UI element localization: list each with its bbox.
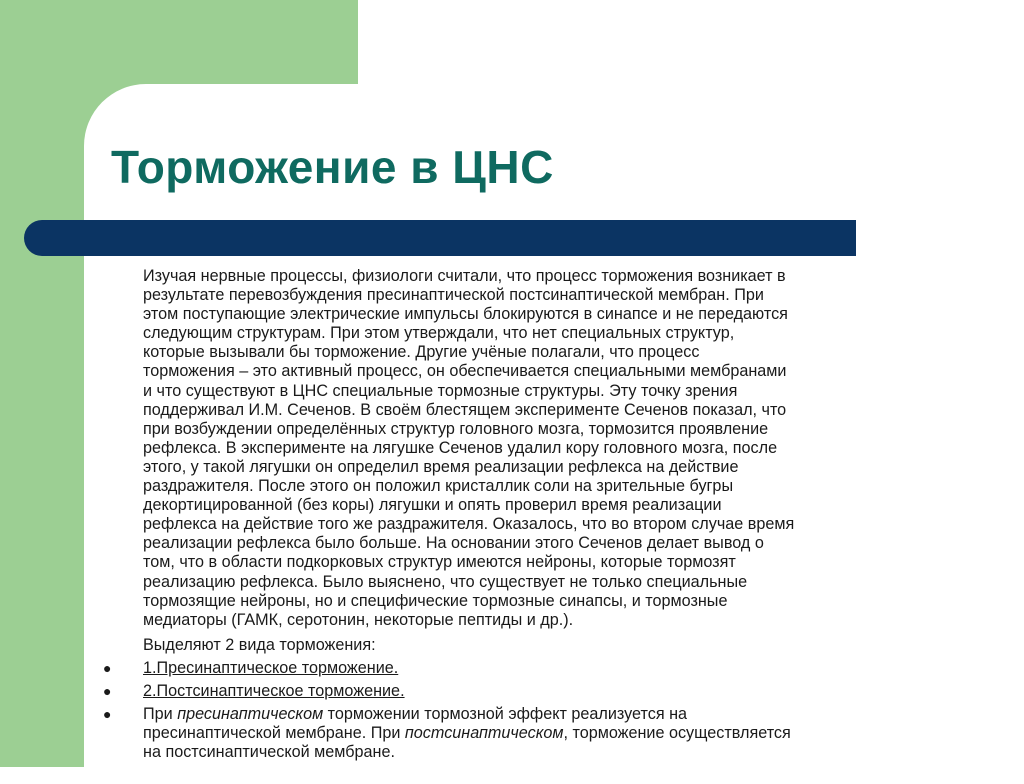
types-list — [103, 658, 958, 762]
text-run: , торможение осуществляется — [563, 724, 791, 743]
text-run: торможении тормозной эффект реализуется на — [323, 705, 688, 724]
paragraph-line: том, что в области подкорковых структур имеются нейроны, которые тормозят — [143, 553, 736, 572]
title-underline-bar — [24, 220, 856, 256]
list-item — [103, 681, 958, 701]
paragraph-line: поддерживал И.М. Сеченов. В своём блестящем эксперименте Сеченов показал, что — [143, 400, 787, 419]
italic-term: пресинаптическом — [177, 705, 324, 724]
paragraph-line: реализации рефлекса было больше. На основании этого Сеченов делает вывод о — [143, 534, 764, 553]
bullet-text: на постсинаптической мембране. — [143, 743, 395, 762]
slide-title: Торможение в ЦНС — [111, 141, 554, 193]
paragraph-line: рефлекса. В эксперименте на лягушке Сеченов удалил кору головного мозга, после — [143, 438, 778, 457]
presynaptic-link[interactable]: 1.Пресинаптическое торможение. — [143, 658, 399, 677]
paragraph-line: торможения – это активный процесс, он обеспечивается специальными мембранами — [143, 362, 787, 381]
paragraph-line: декортицированной (без коры) лягушки и опять проверил время реализации — [143, 496, 722, 515]
paragraph-line: результате перевозбуждения пресинаптической постсинаптической мембран. При — [143, 286, 764, 305]
types-intro: Выделяют 2 вида торможения: — [143, 635, 376, 654]
paragraph-line: реализацию рефлекса. Было выяснено, что существует не только специальные — [143, 572, 748, 591]
slide-body — [103, 267, 958, 762]
list-item — [103, 658, 958, 678]
postsynaptic-link[interactable]: 2.Постсинаптическое торможение. — [143, 681, 405, 700]
paragraph-line: рефлекса на действие того же раздражителя. Оказалось, что во втором случае время — [143, 515, 795, 534]
paragraph-line: которые вызывали бы торможение. Другие учёные полагали, что процесс — [143, 343, 700, 362]
text-run: При — [143, 705, 178, 724]
paragraph-line: этом поступающие электрические импульсы блокируются в синапсе и не передаются — [143, 305, 788, 324]
bullet-icon: ● — [103, 706, 112, 723]
paragraph-line: медиаторы (ГАМК, серотонин, некоторые пептиды и др.). — [143, 610, 574, 629]
paragraph-line: этого, у такой лягушки он определил время реализации рефлекса на действие — [143, 457, 739, 476]
paragraph-line: раздражителя. После этого он положил кристаллик соли на зрительные бугры — [143, 477, 734, 496]
paragraph-line: следующим структурам. При этом утверждали, что нет специальных структур, — [143, 324, 735, 343]
body-paragraph — [143, 267, 958, 630]
paragraph-line: при возбуждении определённых структур головного мозга, тормозится проявление — [143, 419, 769, 438]
text-run: пресинаптической мембране. При — [143, 724, 405, 743]
bullet-text — [143, 705, 958, 724]
bullet-icon: ● — [103, 659, 112, 676]
bullet-text — [143, 724, 958, 743]
paragraph-line: и что существуют в ЦНС специальные тормозные структуры. Эту точку зрения — [143, 381, 738, 400]
paragraph-line: Изучая нервные процессы, физиологи считали, что процесс торможения возникает в — [143, 267, 786, 285]
paragraph-line: тормозящие нейроны, но и специфические тормозные синапсы, и тормозные — [143, 591, 728, 610]
list-item — [103, 705, 958, 762]
italic-term: постсинаптическом — [404, 724, 564, 743]
bullet-icon: ● — [103, 682, 112, 699]
